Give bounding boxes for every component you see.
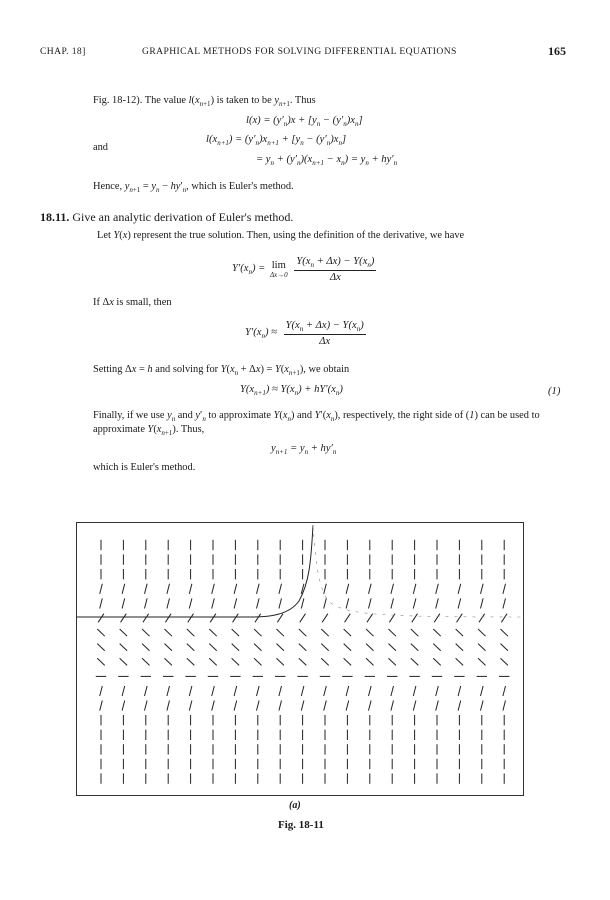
slope-mark xyxy=(257,686,260,696)
slope-mark xyxy=(321,658,328,665)
slope-mark xyxy=(189,701,192,711)
slope-mark xyxy=(255,614,261,623)
slope-mark xyxy=(301,686,304,696)
slope-mark xyxy=(456,629,463,636)
slope-mark xyxy=(324,598,327,608)
problem-heading: 18.11. Give an analytic derivation of Euler's method. xyxy=(40,210,294,224)
slope-mark xyxy=(145,686,148,696)
slope-mark xyxy=(276,644,283,651)
slope-mark xyxy=(234,598,237,608)
slope-mark xyxy=(97,644,104,651)
slope-mark xyxy=(478,644,485,651)
slope-mark xyxy=(344,658,351,665)
slope-mark xyxy=(366,644,373,651)
slope-mark xyxy=(257,584,260,594)
slope-mark xyxy=(301,701,304,711)
slope-mark xyxy=(324,686,327,696)
slope-mark xyxy=(232,658,239,665)
slope-mark xyxy=(100,686,103,696)
slope-mark xyxy=(367,614,373,623)
slope-mark xyxy=(366,629,373,636)
slope-mark xyxy=(481,584,484,594)
slope-mark xyxy=(458,701,461,711)
slope-mark xyxy=(209,644,216,651)
slope-mark xyxy=(433,629,440,636)
equation-final: $y_{n+1} = y_n + hy'_n$ xyxy=(271,443,337,457)
slope-mark xyxy=(209,658,216,665)
slope-mark xyxy=(100,598,103,608)
slope-mark xyxy=(456,644,463,651)
slope-mark xyxy=(232,644,239,651)
slope-mark xyxy=(503,598,506,608)
slope-mark xyxy=(478,658,485,665)
slope-mark xyxy=(411,658,418,665)
paragraph-approx: approximate $Y(x_{n+1})$. Thus, xyxy=(93,424,205,438)
paragraph-finally: Finally, if we use $y_n$ and $y'_n$ to approximate $Y(x_n)$ and $Y'(x_n)$, respectively, the right side of (1) can be used to xyxy=(93,410,540,424)
slope-mark xyxy=(481,598,484,608)
equation-l-next-1: $l(x_{n+1}) = (y'_n)x_{n+1} + [y_n - (y'_n)x_n]$ xyxy=(206,134,347,148)
slope-mark xyxy=(322,614,328,623)
slope-mark xyxy=(279,584,282,594)
slope-mark xyxy=(210,614,216,623)
equation-approx: $Y'(x_n)$ ≈ $\frac{Y(x_n + \Delta x) - Y(x_n)}{\Delta x}$ xyxy=(245,320,364,348)
slope-mark xyxy=(189,598,192,608)
slope-mark xyxy=(324,584,327,594)
intro-line: Fig. 18-12). The value $l(x_{n+1})$ is taken to be $y_{n+1}$. Thus xyxy=(93,95,316,109)
slope-mark xyxy=(100,701,103,711)
slope-mark xyxy=(143,614,149,623)
equation-l-next-2: = $y_n + (y'_n)(x_{n+1} - x_n) = y_n + hy'_n$ xyxy=(256,154,398,168)
slope-mark xyxy=(164,629,171,636)
slope-mark xyxy=(299,658,306,665)
slope-mark xyxy=(344,629,351,636)
slope-mark xyxy=(458,686,461,696)
slope-mark xyxy=(167,701,170,711)
slope-mark xyxy=(503,584,506,594)
slope-mark xyxy=(436,686,439,696)
slope-mark xyxy=(232,629,239,636)
slope-mark xyxy=(436,701,439,711)
slope-mark xyxy=(391,584,394,594)
slope-mark xyxy=(457,614,463,623)
slope-mark xyxy=(366,658,373,665)
solution-curve xyxy=(77,525,313,617)
slope-mark xyxy=(481,701,484,711)
slope-mark xyxy=(346,686,349,696)
slope-mark xyxy=(98,614,104,623)
slope-mark xyxy=(276,658,283,665)
slope-mark xyxy=(413,598,416,608)
slope-mark xyxy=(189,584,192,594)
slope-mark xyxy=(391,598,394,608)
slope-mark xyxy=(97,629,104,636)
slope-mark xyxy=(122,686,125,696)
asymptote-line xyxy=(313,525,525,617)
slope-mark xyxy=(324,701,327,711)
equation-line-l: $l(x) = (y'_n)x + [y_n - (y'_n)x_n]$ xyxy=(246,115,363,129)
slope-mark xyxy=(500,629,507,636)
slope-mark xyxy=(434,614,440,623)
slope-mark xyxy=(300,614,306,623)
slope-mark xyxy=(257,598,260,608)
paragraph-euler: which is Euler's method. xyxy=(93,462,196,473)
running-title: GRAPHICAL METHODS FOR SOLVING DIFFERENTIAL EQUATIONS xyxy=(142,46,457,57)
slope-mark xyxy=(456,658,463,665)
equation-limit: $Y'(x_n)$ = lim Δx→0 $\frac{Y(x_n + \Delta x) - Y(x_n)}{\Delta x}$ xyxy=(232,256,375,284)
slope-mark xyxy=(145,701,148,711)
slope-mark xyxy=(233,614,239,623)
slope-mark xyxy=(388,658,395,665)
slope-mark xyxy=(391,701,394,711)
slope-mark xyxy=(500,658,507,665)
slope-mark xyxy=(500,644,507,651)
slope-mark xyxy=(189,686,192,696)
slope-mark xyxy=(279,598,282,608)
slope-mark xyxy=(187,658,194,665)
slope-mark xyxy=(346,584,349,594)
slope-mark xyxy=(209,629,216,636)
slope-mark xyxy=(299,644,306,651)
slope-mark xyxy=(145,584,148,594)
page-number: 165 xyxy=(548,44,566,58)
slope-mark xyxy=(436,584,439,594)
slope-mark xyxy=(100,584,103,594)
slope-mark xyxy=(276,629,283,636)
slope-mark xyxy=(345,614,351,623)
slope-mark xyxy=(388,644,395,651)
slope-mark xyxy=(346,701,349,711)
slope-mark xyxy=(433,644,440,651)
slope-mark xyxy=(501,614,507,623)
slope-mark xyxy=(369,598,372,608)
slope-mark xyxy=(413,584,416,594)
direction-field-plot xyxy=(77,523,525,797)
slope-mark xyxy=(234,701,237,711)
figure-sublabel: (a) xyxy=(289,800,301,811)
slope-mark xyxy=(503,701,506,711)
slope-mark xyxy=(254,658,261,665)
slope-mark xyxy=(321,629,328,636)
slope-mark xyxy=(433,658,440,665)
slope-mark xyxy=(212,598,215,608)
slope-mark xyxy=(121,614,127,623)
slope-mark xyxy=(142,629,149,636)
slope-mark xyxy=(503,686,506,696)
slope-mark xyxy=(234,686,237,696)
slope-mark xyxy=(122,598,125,608)
equation-label: (1) xyxy=(548,386,561,397)
slope-mark xyxy=(277,614,283,623)
slope-mark xyxy=(481,686,484,696)
slope-mark xyxy=(120,629,127,636)
figure-caption: Fig. 18-11 xyxy=(278,819,324,831)
equation-main: $Y(x_{n+1}) \approx Y(x_n) + hY'(x_n)$ xyxy=(240,384,343,398)
slope-mark xyxy=(369,584,372,594)
slope-mark xyxy=(279,686,282,696)
slope-mark xyxy=(167,598,170,608)
slope-mark xyxy=(165,614,171,623)
slope-mark xyxy=(411,644,418,651)
slope-mark xyxy=(212,701,215,711)
slope-mark xyxy=(413,701,416,711)
slope-mark xyxy=(388,629,395,636)
paragraph-definition: Let Y(x) represent the true solution. Then, using the definition of the derivative, we have xyxy=(97,230,465,241)
slope-mark xyxy=(458,584,461,594)
slope-mark xyxy=(120,658,127,665)
paragraph-setting: Setting Δx = h and solving for $Y(x_n + \Delta x) = Y(x_{n+1})$, we obtain xyxy=(93,364,350,378)
slope-mark xyxy=(301,598,304,608)
slope-mark xyxy=(122,701,125,711)
slope-mark xyxy=(188,614,194,623)
slope-mark xyxy=(120,644,127,651)
slope-mark xyxy=(167,686,170,696)
slope-mark xyxy=(299,629,306,636)
paragraph-small: If Δx is small, then xyxy=(93,297,172,308)
slope-mark xyxy=(254,629,261,636)
slope-mark xyxy=(212,584,215,594)
chapter-label: CHAP. 18] xyxy=(40,46,86,57)
slope-mark xyxy=(164,658,171,665)
slope-mark xyxy=(436,598,439,608)
slope-mark xyxy=(458,598,461,608)
direction-field-figure xyxy=(76,522,524,796)
slope-mark xyxy=(142,658,149,665)
slope-mark xyxy=(142,644,149,651)
slope-mark xyxy=(344,644,351,651)
and-label: and xyxy=(93,142,109,153)
slope-mark xyxy=(257,701,260,711)
slope-mark xyxy=(187,644,194,651)
slope-mark xyxy=(479,614,485,623)
slope-mark xyxy=(145,598,148,608)
slope-mark xyxy=(167,584,170,594)
slope-mark xyxy=(346,598,349,608)
slope-mark xyxy=(164,644,171,651)
slope-mark xyxy=(411,629,418,636)
hence-line: Hence, $y_{n+1} = y_n - hy'_n$, which is Euler's method. xyxy=(93,181,294,195)
slope-mark xyxy=(412,614,418,623)
slope-mark xyxy=(279,701,282,711)
slope-mark xyxy=(391,686,394,696)
slope-mark xyxy=(369,686,372,696)
slope-mark xyxy=(478,629,485,636)
slope-mark xyxy=(212,686,215,696)
slope-mark xyxy=(234,584,237,594)
slope-mark xyxy=(97,658,104,665)
slope-mark xyxy=(321,644,328,651)
slope-mark xyxy=(413,686,416,696)
slope-mark xyxy=(369,701,372,711)
slope-mark xyxy=(187,629,194,636)
slope-mark xyxy=(122,584,125,594)
slope-mark xyxy=(254,644,261,651)
